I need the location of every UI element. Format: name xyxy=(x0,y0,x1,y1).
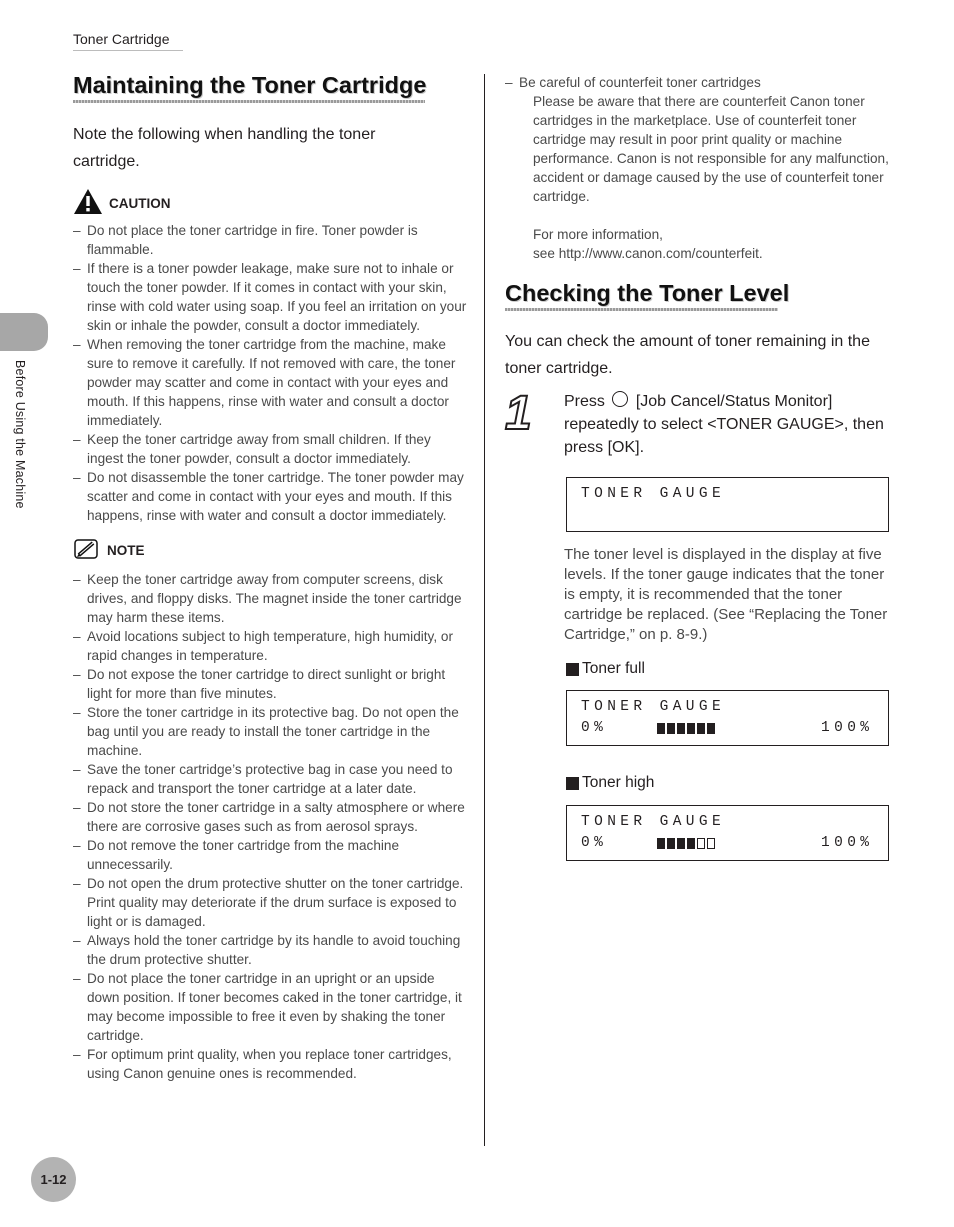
example-label-text: Toner high xyxy=(582,774,655,791)
list-item: – Keep the toner cartridge away from computer screens, disk drives, and floppy disks. The magnet inside the toner cartridge may harm these items. xyxy=(73,570,468,627)
gauge-segment-filled xyxy=(677,723,685,734)
section-title-maintaining: Maintaining the Toner Cartridge xyxy=(73,72,427,98)
lcd-line-1: TONER GAUGE xyxy=(581,486,726,502)
bullet-square-icon xyxy=(566,663,579,676)
section-title-checking: Checking the Toner Level xyxy=(505,280,790,306)
list-item: – Do not place the toner cartridge in fire. Toner powder is flammable. xyxy=(73,221,468,259)
pencil-note-icon xyxy=(73,537,101,564)
lcd-gauge-max: 100% xyxy=(821,835,874,851)
left-column xyxy=(73,72,468,1083)
step-text-suffix: [Job Cancel/Status Monitor] repeatedly to select <TONER GAUGE>, then press [OK]. xyxy=(564,393,884,456)
list-item: – Do not remove the toner cartridge from the machine unnecessarily. xyxy=(73,836,468,874)
counterfeit-notice xyxy=(505,73,897,263)
chapter-tab xyxy=(0,313,48,351)
toner-gauge-bar xyxy=(657,838,715,849)
bullet-square-icon xyxy=(566,777,579,790)
gauge-segment-filled xyxy=(707,723,715,734)
lcd-line-1: TONER GAUGE xyxy=(581,814,726,830)
step-number: 1 xyxy=(505,387,532,440)
list-item: – Avoid locations subject to high temperature, high humidity, or rapid changes in temperature. xyxy=(73,627,468,665)
list-item: – Do not place the toner cartridge in an upright or an upside down position. If toner becomes caked in the toner cartridge, it may become impossible to free it even by shaking the toner cartridge. xyxy=(73,969,468,1045)
caution-label-row xyxy=(73,188,468,218)
list-item: – Always hold the toner cartridge by its handle to avoid touching the drum protective shutter. xyxy=(73,931,468,969)
heading-underline xyxy=(505,308,778,311)
caution-label: CAUTION xyxy=(109,195,171,211)
list-item: – Do not store the toner cartridge in a salty atmosphere or where there are corrosive gases such as from aerosol sprays. xyxy=(73,798,468,836)
gauge-segment-filled xyxy=(667,838,675,849)
example-label-text: Toner full xyxy=(582,660,645,677)
example-label-high xyxy=(566,774,654,792)
lcd-display-high xyxy=(566,805,889,861)
gauge-segment-empty xyxy=(707,838,715,849)
header-rule xyxy=(73,50,183,51)
chapter-tab-label: Before Using the Machine xyxy=(13,360,27,509)
list-item: – Save the toner cartridge’s protective bag in case you need to repack and transport the toner cartridge at a later date. xyxy=(73,760,468,798)
gauge-segment-filled xyxy=(697,723,705,734)
list-item: – Store the toner cartridge in its protective bag. Do not open the bag until you are ready to install the toner cartridge in the machine. xyxy=(73,703,468,760)
list-item: – If there is a toner powder leakage, make sure not to inhale or touch the toner powder. If it comes in contact with your skin, rinse with cold water using soap. If you feel an irritation on your skin or inhale the powder, consult a doctor immediately. xyxy=(73,259,468,335)
gauge-segment-filled xyxy=(687,838,695,849)
lcd-gauge-max: 100% xyxy=(821,720,874,736)
gauge-segment-filled xyxy=(667,723,675,734)
note-list xyxy=(73,570,468,1083)
column-divider xyxy=(484,74,485,1146)
list-item: – When removing the toner cartridge from the machine, make sure to remove it carefully. If not removed with care, the toner powder may scatter and come in contact with your eyes and mouth. If this happens, rinse with water and consult a doctor immediately. xyxy=(73,335,468,430)
lcd-display-full xyxy=(566,690,889,746)
step-text-prefix: Press xyxy=(564,393,605,410)
lcd-gauge-min: 0% xyxy=(581,835,608,851)
counterfeit-title: – Be careful of counterfeit toner cartridges xyxy=(505,73,897,92)
checking-section xyxy=(505,280,897,382)
maintaining-intro: Note the following when handling the toner cartridge. xyxy=(73,126,376,170)
warning-triangle-icon xyxy=(73,188,103,218)
toner-level-description: The toner level is displayed in the display at five levels. If the toner gauge indicates that the toner is empty, it is recommended that the toner cartridge be replaced. (See “Replacing the Toner Cartridge,” on p. 8-9.) xyxy=(564,546,888,643)
gauge-segment-filled xyxy=(687,723,695,734)
note-label: NOTE xyxy=(107,543,145,558)
example-label-full xyxy=(566,660,645,678)
gauge-segment-empty xyxy=(697,838,705,849)
caution-list xyxy=(73,221,468,525)
gauge-segment-filled xyxy=(657,838,665,849)
heading-underline xyxy=(73,100,425,103)
lcd-line-1: TONER GAUGE xyxy=(581,699,726,715)
note-label-row xyxy=(73,537,468,564)
list-item: – For optimum print quality, when you replace toner cartridges, using Canon genuine ones is recommended. xyxy=(73,1045,468,1083)
counterfeit-more-info: For more information, xyxy=(533,227,663,242)
step-instruction xyxy=(564,390,894,459)
list-item: – Keep the toner cartridge away from small children. If they ingest the toner powder, consult a doctor immediately. xyxy=(73,430,468,468)
list-item: – Do not open the drum protective shutter on the toner cartridge. Print quality may deteriorate if the drum surface is exposed to light or is damaged. xyxy=(73,874,468,931)
list-item: – Do not disassemble the toner cartridge. The toner powder may scatter and come in contact with your eyes and mouth. If this happens, rinse with water and consult a doctor immediately. xyxy=(73,468,468,525)
toner-gauge-bar xyxy=(657,723,715,734)
counterfeit-body: Please be aware that there are counterfeit Canon toner cartridges in the marketplace. Use of counterfeit toner cartridge may result in poor print quality or machine performance. Canon is not responsible for any malfunction, accident or damage caused by the use of counterfeit toner cartridge. xyxy=(533,94,889,204)
gauge-segment-filled xyxy=(677,838,685,849)
lcd-gauge-min: 0% xyxy=(581,720,608,736)
counterfeit-url[interactable]: see http://www.canon.com/counterfeit. xyxy=(533,246,763,261)
counterfeit-list xyxy=(505,73,897,92)
page-number: 1-12 xyxy=(31,1157,76,1202)
running-header: Toner Cartridge xyxy=(73,31,170,47)
gauge-segment-filled xyxy=(657,723,665,734)
list-item: – Do not expose the toner cartridge to direct sunlight or bright light for more than five minutes. xyxy=(73,665,468,703)
circle-button-icon xyxy=(612,391,628,407)
lcd-display-main xyxy=(566,477,889,532)
checking-intro: You can check the amount of toner remaining in the toner cartridge. xyxy=(505,333,870,377)
